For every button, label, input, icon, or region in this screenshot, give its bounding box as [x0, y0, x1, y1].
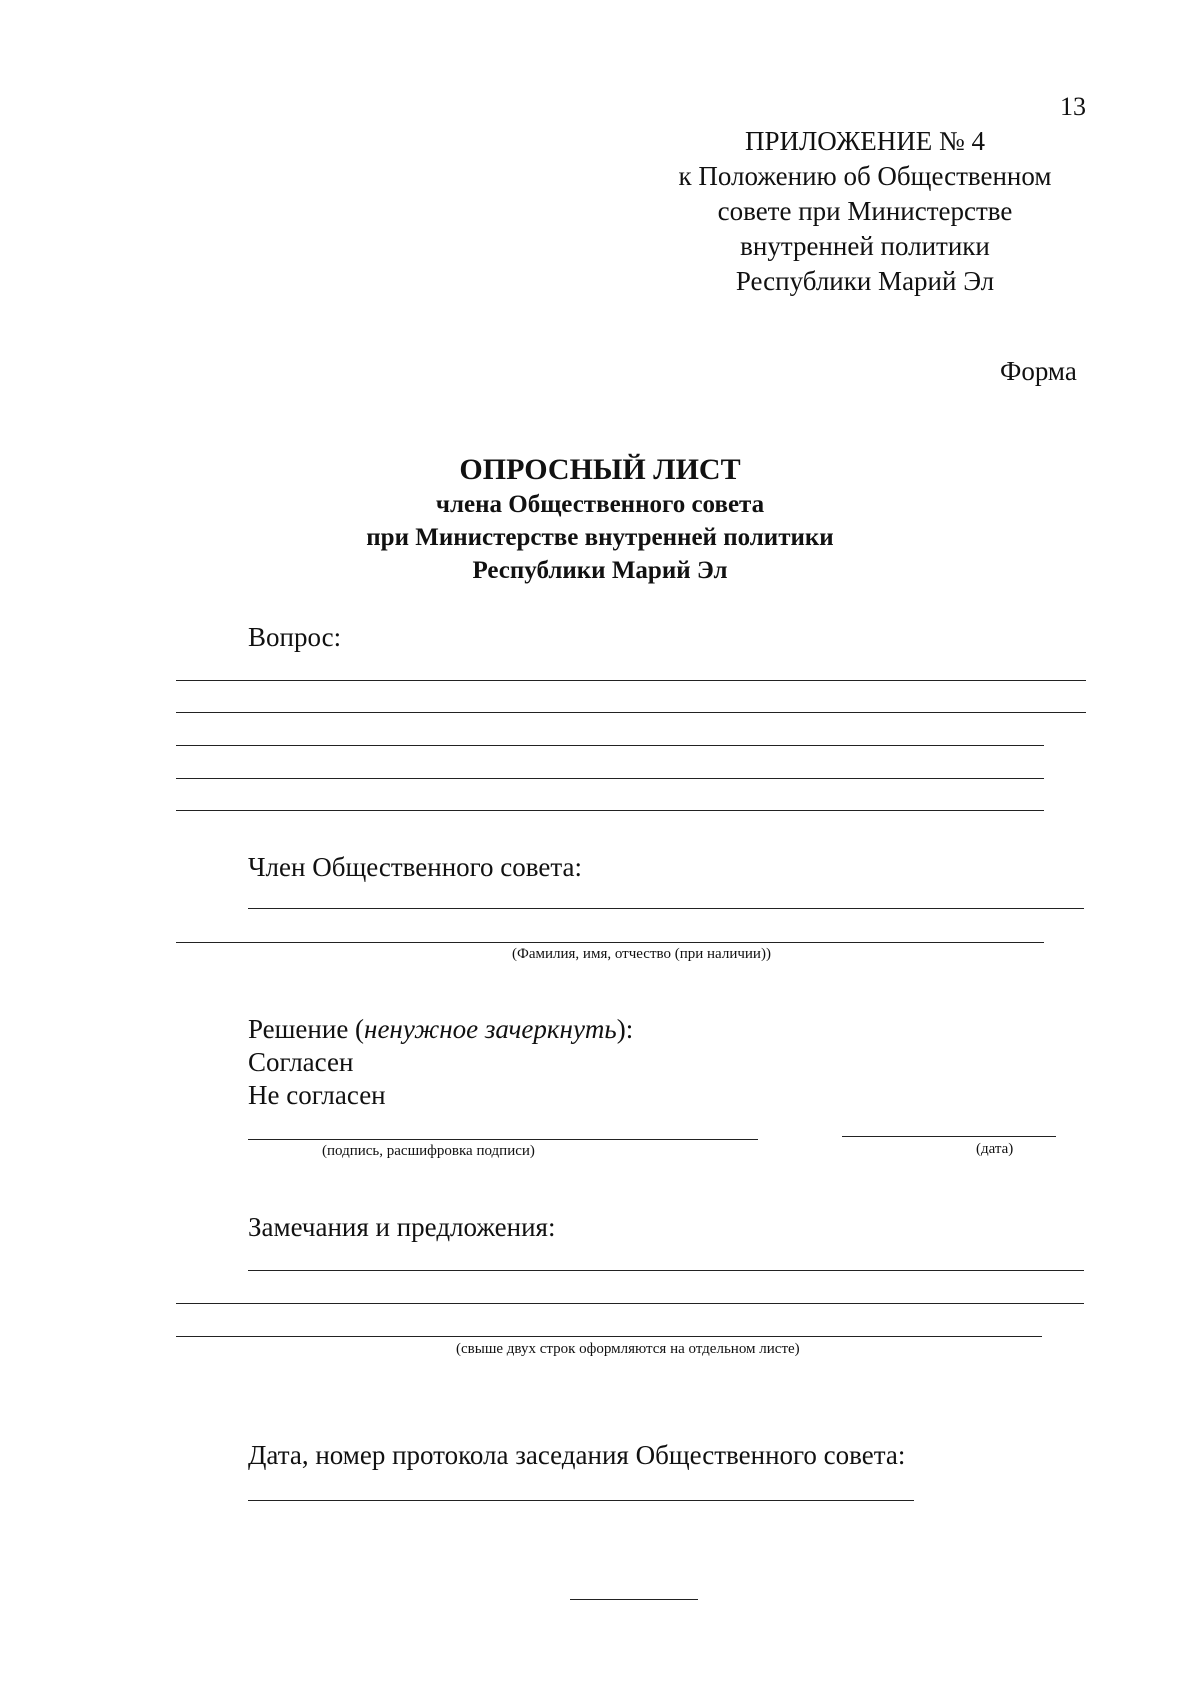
appendix-line: внутренней политики [740, 231, 990, 261]
member-name-line[interactable] [176, 942, 1044, 943]
question-line[interactable] [176, 680, 1086, 681]
remarks-line[interactable] [248, 1270, 1084, 1271]
remarks-line[interactable] [176, 1303, 1084, 1304]
remarks-line[interactable] [176, 1336, 1042, 1337]
title-sub: при Министерстве внутренней политики [366, 524, 834, 551]
document-title [300, 452, 900, 587]
remarks-caption: (свыше двух строк оформляются на отдельном листе) [456, 1341, 800, 1357]
date-caption: (дата) [976, 1141, 1014, 1157]
member-label: Член Общественного совета: [248, 852, 582, 882]
decision-hint: ненужное зачеркнуть [364, 1014, 617, 1044]
form-label: Форма [1000, 356, 1077, 386]
title-main: ОПРОСНЫЙ ЛИСТ [459, 453, 741, 486]
signature-caption: (подпись, расшифровка подписи) [322, 1143, 535, 1159]
protocol-line[interactable] [248, 1500, 914, 1501]
date-line[interactable] [842, 1136, 1056, 1137]
title-sub: члена Общественного совета [435, 491, 765, 518]
appendix-block [640, 124, 1090, 299]
appendix-line: совете при Министерстве [717, 196, 1013, 226]
decision-option-disagree[interactable]: Не согласен [248, 1080, 386, 1110]
member-caption: (Фамилия, имя, отчество (при наличии)) [512, 946, 771, 962]
decision-option-agree[interactable]: Согласен [248, 1047, 354, 1077]
appendix-heading: ПРИЛОЖЕНИЕ № 4 [744, 126, 986, 156]
question-line[interactable] [176, 712, 1086, 713]
protocol-label: Дата, номер протокола заседания Общественного совета: [248, 1440, 906, 1470]
page-number: 13 [1060, 92, 1086, 121]
appendix-line: к Положению об Общественном [678, 161, 1052, 191]
remarks-label: Замечания и предложения: [248, 1212, 556, 1242]
title-sub: Республики Марий Эл [472, 557, 728, 584]
question-line[interactable] [176, 810, 1044, 811]
question-label: Вопрос: [248, 622, 342, 652]
member-name-line[interactable] [248, 908, 1084, 909]
end-divider [570, 1599, 698, 1600]
question-line[interactable] [176, 778, 1044, 779]
signature-line[interactable] [248, 1139, 758, 1140]
appendix-line: Республики Марий Эл [735, 266, 995, 296]
question-line[interactable] [176, 745, 1044, 746]
decision-label: Решение (ненужное зачеркнуть): [248, 1014, 634, 1044]
